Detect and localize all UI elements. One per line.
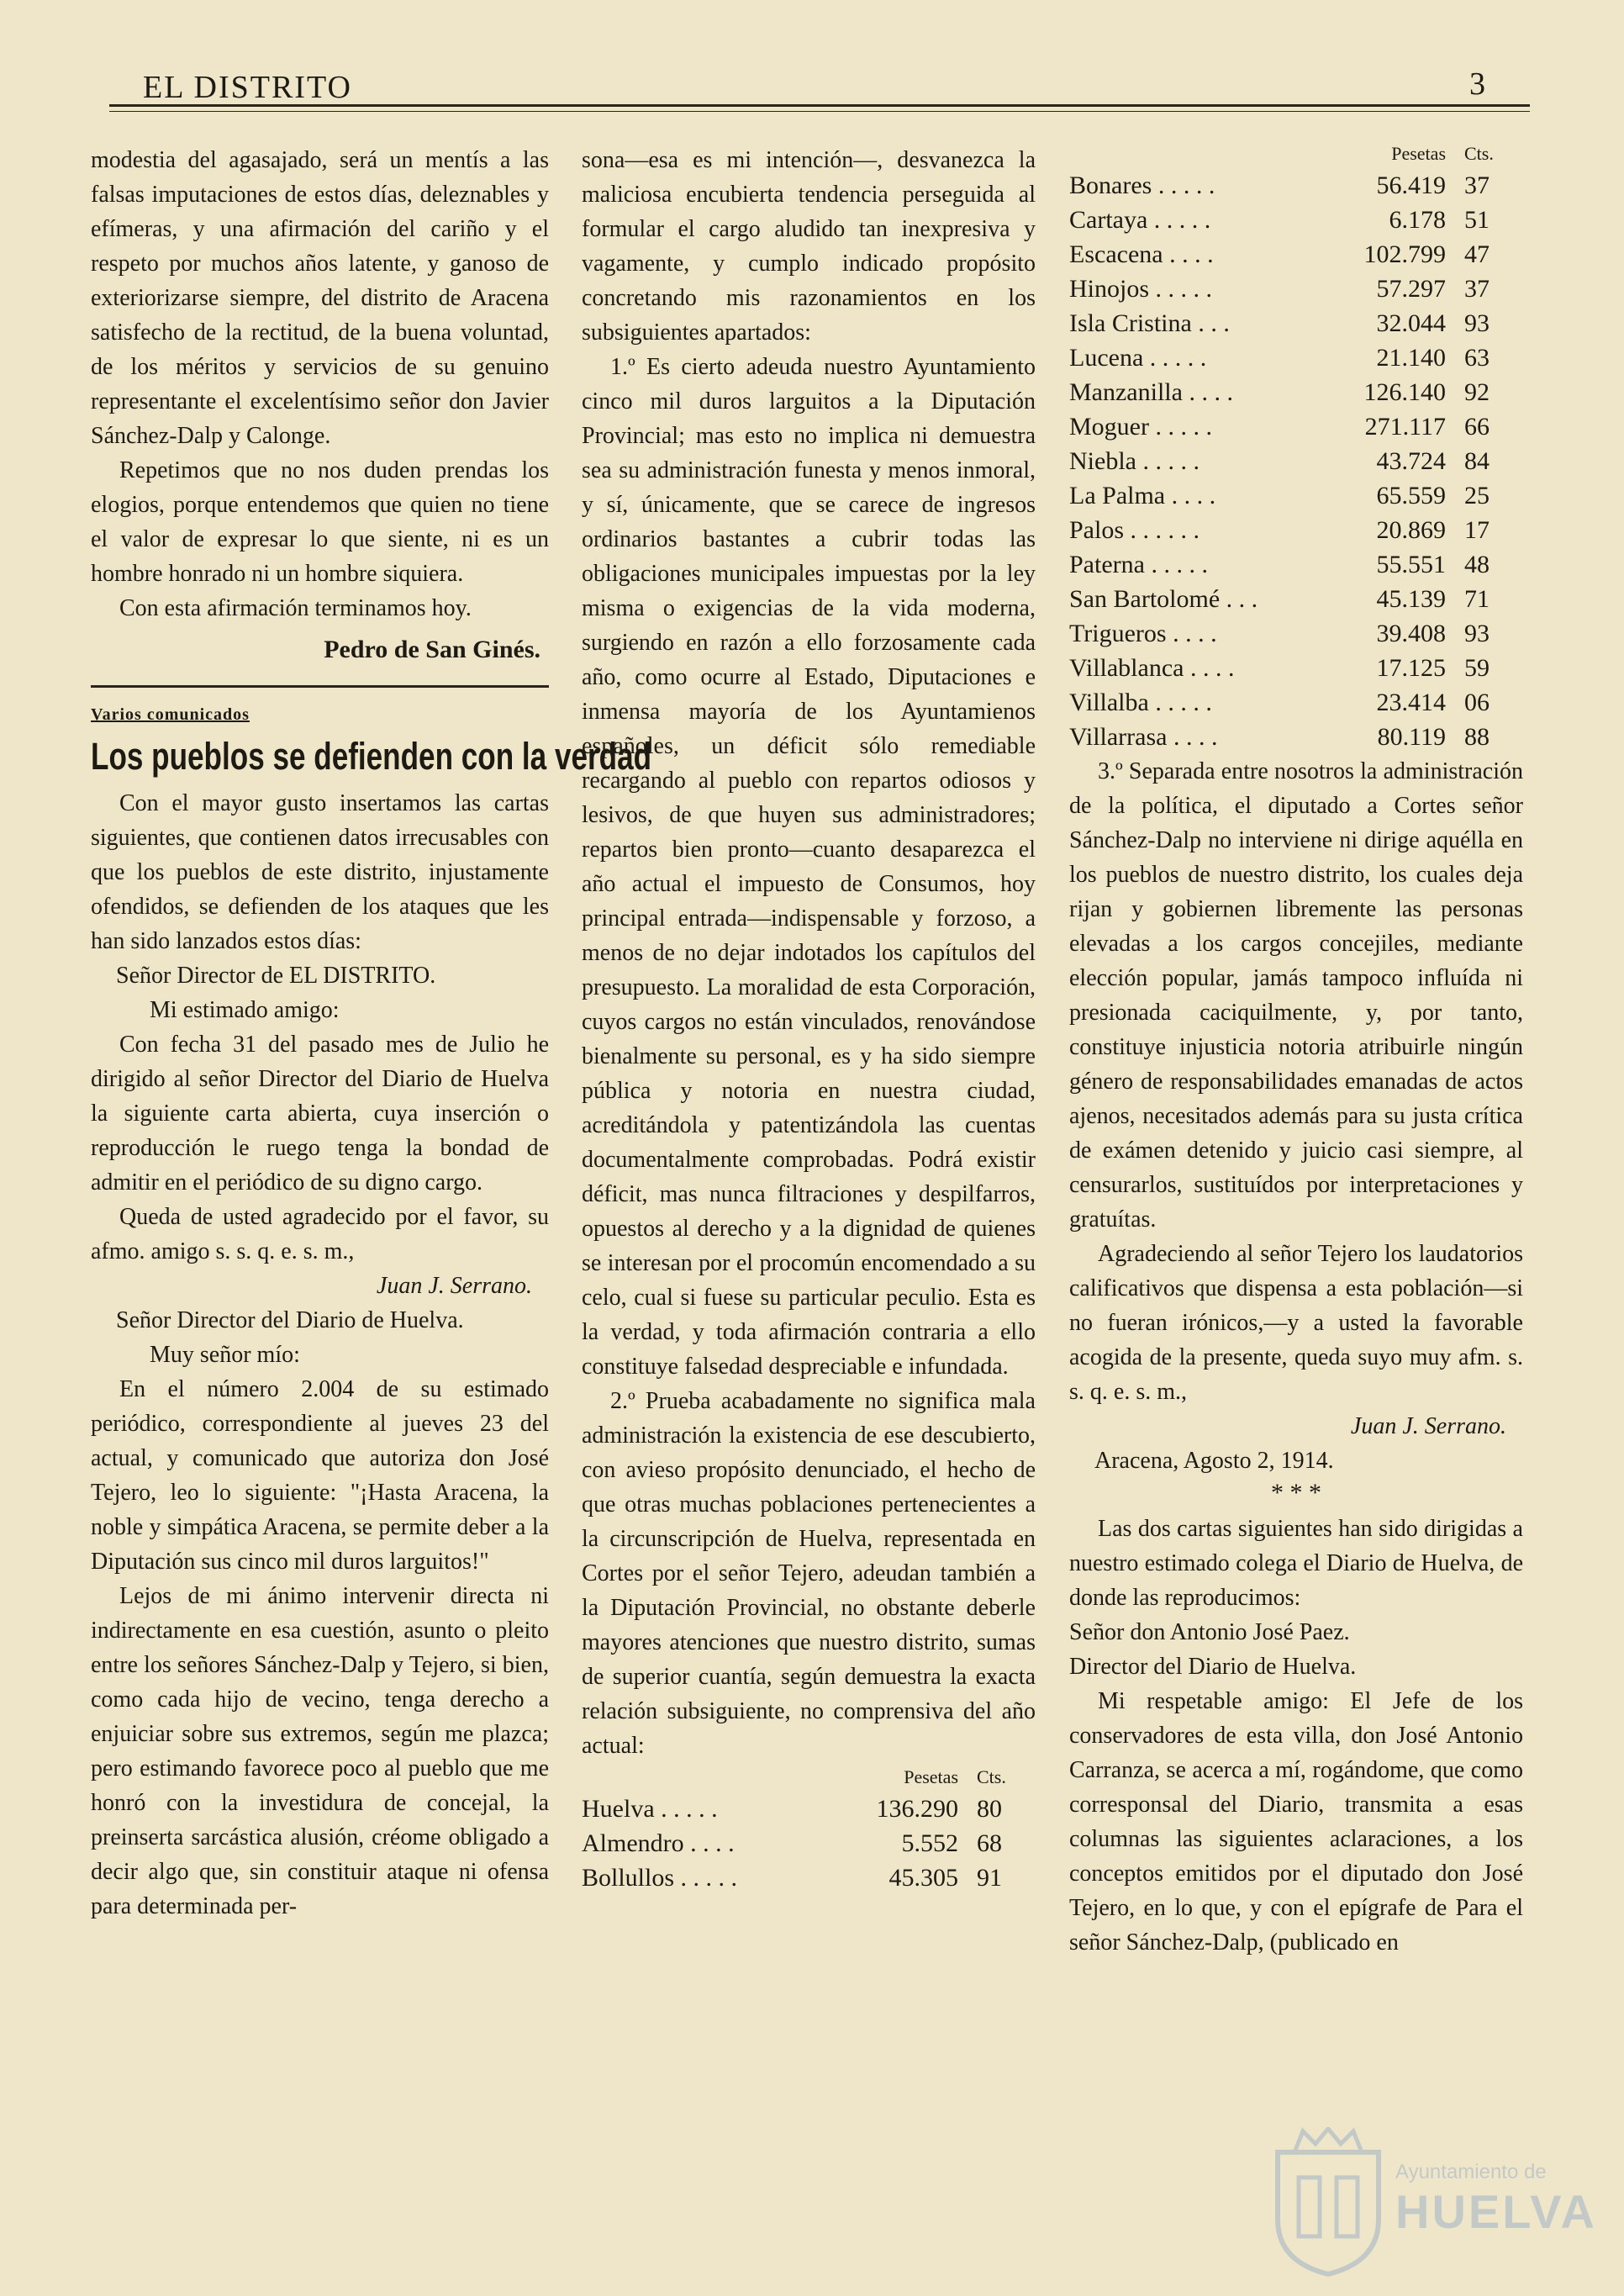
pesetas-value: 45.305 (888, 1864, 958, 1892)
cts-value: 37 (1464, 275, 1490, 303)
leader-dots: . . . (1226, 585, 1258, 613)
table-row (1069, 375, 1523, 409)
town-name: Villarrasa (1069, 723, 1168, 751)
paragraph: 1.º Es cierto adeuda nuestro Ayuntamiento cinco mil duros larguitos a la Diputación Provincial; mas esto no implica ni demuestra sea su administración funesta y menos inmoral, y sí, únicamente, que se carece de ingresos ordinarios bastantes a cubrir todas las obligaciones municipales impuestas por la ley misma o exigencias de la vida moderna, surgiendo en razón a ello forzosamente cada año, como ocurre al Estado, Diputaciones e inmensa mayoría de los Ayuntamienos españoles, un déficit sólo remediable recargando al pueblo con repartos odiosos y lesivos, de que huyen sus administradores; repartos bien pronto—cuanto desaparezca el año actual el impuesto de Consumos, hoy principal entrada—indispensable y forzoso, a menos de no dejar indotados los capítulos del presupuesto. La moralidad de esta Corporación, cuyos cargos no están vinculados, renovándose bienalmente su personal, es y ha sido siempre pública y notoria en nuestra ciudad, acreditándola y patentizándola las cuentas documentalmente comprobadas. Podrá existir déficit, mas nunca filtraciones y despilfarros, opuestos al derecho y a la dignidad de quienes se interesan por el procomún encomendado a su celo, cual si fuese su particular peculio. Esta es la verdad, y toda afirmación contraria a ello constituye falsedad despreciable e infundada. (582, 354, 1036, 1380)
table-row (1069, 203, 1523, 237)
section-divider (91, 685, 549, 688)
cts-value: 93 (1464, 620, 1490, 647)
cts-value: 91 (977, 1864, 1002, 1892)
column-3 (1069, 143, 1523, 1960)
table-row (1069, 685, 1523, 720)
town-name: Bollullos (582, 1864, 675, 1892)
cts-value: 92 (1464, 378, 1490, 406)
asterism: * * * (1271, 1479, 1321, 1507)
table-row (1069, 272, 1523, 306)
pesetas-value: 43.724 (1376, 447, 1446, 475)
town-name: Cartaya (1069, 206, 1148, 234)
table-row (582, 1792, 1036, 1826)
paragraph: sona—esa es mi intención—, desvanezca la maliciosa encubierta tendencia perseguida al formular el cargo aludido tan inexpresiva y vagamente, y cumplo indicado propósito concretando mis razonamientos en los subsiguientes apartados: (582, 147, 1036, 346)
town-name: Paterna (1069, 551, 1145, 578)
cts-value: 66 (1464, 413, 1490, 441)
pesetas-value: 136.290 (876, 1795, 958, 1823)
table-row (1069, 237, 1523, 272)
paragraph: Con el mayor gusto insertamos las cartas siguientes, que contienen datos irrecusables con que los pueblos de este distrito, injustamente ofendidos, se defienden de los ataques que les han sido lanzados estos días: (91, 790, 549, 954)
leader-dots: . . . . (690, 1829, 735, 1857)
salutation: Señor Director de EL DISTRITO. (116, 963, 436, 989)
cts-value: 06 (1464, 689, 1490, 716)
paragraph: Repetimos que no nos duden prendas los elogios, porque entendemos que quien no tiene el valor de expresar lo que siente, ni es un hombre honrado ni un hombre siquiera. (91, 457, 549, 587)
leader-dots: . . . . . (680, 1864, 738, 1892)
town-name: Hinojos (1069, 275, 1150, 303)
salutation: Señor Director del Diario de Huelva. (116, 1307, 464, 1333)
table-header-row (1069, 140, 1523, 168)
pesetas-value: 271.117 (1364, 413, 1446, 441)
watermark-city: HUELVA (1395, 2185, 1597, 2238)
pesetas-value: 126.140 (1363, 378, 1446, 406)
town-name: Isla Cristina (1069, 309, 1192, 337)
pesetas-value: 65.559 (1376, 482, 1446, 509)
pesetas-value: 5.552 (901, 1829, 958, 1857)
header-rule-thin (109, 111, 1530, 112)
paragraph: Con fecha 31 del pasado mes de Julio he dirigido al señor Director del Diario de Huelva la siguiente carta abierta, cuya inserción o reproducción le ruego tenga la bondad de admitir en el periódico de su digno cargo. (91, 1032, 549, 1196)
table-row (1069, 651, 1523, 685)
letter-signature: Juan J. Serrano. (376, 1273, 532, 1299)
paragraph: modestia del agasajado, será un mentís a las falsas imputaciones de estos días, deleznables y efímeras, y una afirmación del cariño y el respeto por muchos años latente, y ganoso de exteriorizarse siempre, del distrito de Aracena satisfecho de la rectitud, de la buena voluntad, de los méritos y servicios de su genuino representante el excelentísimo señor don Javier Sánchez-Dalp y Calonge. (91, 147, 549, 449)
leader-dots: . . . . . . (1130, 516, 1200, 544)
section-kicker: Varios comunicados (91, 705, 250, 724)
table-row (1069, 616, 1523, 651)
article-headline: Los pueblos se defienden con la verdad (91, 735, 652, 778)
leader-dots: . . . . (1189, 378, 1233, 406)
leader-dots: . . . . . (1149, 344, 1207, 372)
pesetas-value: 21.140 (1376, 344, 1446, 372)
leader-dots: . . . . . (661, 1795, 718, 1823)
author-signature: Pedro de San Ginés. (324, 636, 540, 663)
salutation: Muy señor mío: (150, 1342, 300, 1368)
leader-dots: . . . . (1173, 620, 1217, 647)
table-row (582, 1861, 1036, 1895)
cts-value: 84 (1464, 447, 1490, 475)
leader-dots: . . . . . (1155, 689, 1212, 716)
paragraph: 3.º Separada entre nosotros la administración de la política, el diputado a Cortes señor Sánchez-Dalp no interviene ni dirige aquélla en los pueblos de nuestro distrito, los cuales deja rijan y gobiernen libremente las personas elevadas a los cargos concejiles, mediante elección popular, jamás tampoco influída ni presionada caciquilmente, y, por tanto, constituye injusticia notoria atribuirle ningún género de responsabilidades emanadas de actos ajenos, necesitados además para su justa crítica de exámen detenido y juicio casi siempre, al censurarlos, sustituídos por interpretaciones y gratuítas. (1069, 758, 1523, 1232)
town-name: Manzanilla (1069, 378, 1183, 406)
town-name: Villalba (1069, 689, 1149, 716)
town-name: La Palma (1069, 482, 1166, 509)
cts-value: 37 (1464, 172, 1490, 199)
table-row (1069, 409, 1523, 444)
leader-dots: . . . . . (1157, 172, 1215, 199)
cts-header: Cts. (977, 1766, 1006, 1787)
cts-value: 71 (1464, 585, 1490, 613)
paragraph: 2.º Prueba acabadamente no significa mala administración la existencia de ese descubierto, con avieso propósito denunciado, el hecho de que otras muchas poblaciones pertenecientes a la circunscripción de Huelva, representada en Cortes por el señor Tejero, adeudan también a la Diputación Provincial, no obstante deberle mayores atenciones que nuestro distrito, sumas de superior cuantía, según demuestra la exacta relación subsiguiente, no comprensiva del año actual: (582, 1388, 1036, 1759)
table-row (1069, 513, 1523, 547)
cts-value: 80 (977, 1795, 1002, 1823)
paragraph: Queda de usted agradecido por el favor, su afmo. amigo s. s. q. e. s. m., (91, 1204, 549, 1264)
pesetas-value: 23.414 (1376, 689, 1446, 716)
table-row (582, 1826, 1036, 1861)
leader-dots: . . . . . (1151, 551, 1208, 578)
cts-value: 51 (1464, 206, 1490, 234)
cts-header: Cts. (1464, 143, 1494, 164)
paragraph: Con esta afirmación terminamos hoy. (119, 595, 472, 621)
cts-value: 17 (1464, 516, 1490, 544)
town-name: Lucena (1069, 344, 1144, 372)
paragraph: Las dos cartas siguientes han sido dirigidas a nuestro estimado colega el Diario de Huelva, de donde las reproducimos: (1069, 1516, 1523, 1611)
cts-value: 25 (1464, 482, 1490, 509)
cts-value: 59 (1464, 654, 1490, 682)
column-2 (582, 143, 1036, 1895)
town-name: Trigueros (1069, 620, 1167, 647)
leader-dots: . . . . . (1155, 413, 1212, 441)
paragraph: Agradeciendo al señor Tejero los laudatorios calificativos que dispensa a esta población—si no fueran irónicos,—y a usted la favorable acogida de la presente, queda suyo muy afm. s. s. q. e. s. m., (1069, 1241, 1523, 1405)
pesetas-header: Pesetas (1391, 143, 1446, 164)
masthead-title: EL DISTRITO (143, 70, 352, 105)
table-row (1069, 168, 1523, 203)
cts-value: 93 (1464, 309, 1490, 337)
letter-signature: Juan J. Serrano. (1350, 1413, 1506, 1439)
leader-dots: . . . . . (1153, 206, 1211, 234)
debt-table (582, 1763, 1036, 1895)
dateline: Aracena, Agosto 2, 1914. (1094, 1448, 1334, 1474)
archive-watermark (1269, 2127, 1597, 2278)
pesetas-header: Pesetas (904, 1766, 958, 1787)
salutation: Mi estimado amigo: (150, 997, 340, 1023)
town-name: Huelva (582, 1795, 655, 1823)
leader-dots: . . . . (1171, 482, 1216, 509)
paragraph: En el número 2.004 de su estimado periódico, correspondiente al jueves 23 del actual, y comunicado que autoriza don José Tejero, leo lo siguiente: "¡Hasta Aracena, la noble y simpática Aracena, se permite deber a la Diputación sus cinco mil duros larguitos!" (91, 1376, 549, 1575)
pesetas-value: 20.869 (1376, 516, 1446, 544)
page-number: 3 (1469, 66, 1485, 102)
leader-dots: . . . . (1169, 240, 1214, 268)
town-name: Palos (1069, 516, 1125, 544)
leader-dots: . . . . (1173, 723, 1218, 751)
pesetas-value: 32.044 (1376, 309, 1446, 337)
pesetas-value: 45.139 (1376, 585, 1446, 613)
leader-dots: . . . . . (1155, 275, 1213, 303)
table-row (1069, 582, 1523, 616)
pesetas-value: 55.551 (1376, 551, 1446, 578)
pesetas-value: 17.125 (1376, 654, 1446, 682)
town-name: Villablanca (1069, 654, 1184, 682)
table-row (1069, 306, 1523, 340)
cts-value: 63 (1464, 344, 1490, 372)
table-row (1069, 478, 1523, 513)
pesetas-value: 80.119 (1377, 723, 1446, 751)
header-rule (109, 104, 1530, 107)
shield-icon (1269, 2127, 1387, 2278)
town-name: Moguer (1069, 413, 1149, 441)
paragraph: Lejos de mi ánimo intervenir directa ni indirectamente en esa cuestión, asunto o pleito entre los señores Sánchez-Dalp y Tejero, si bien, como cada hijo de vecino, tenga derecho a enjuiciar sobre sus extremos, según me plazca; pero estimando favorece poco al pueblo que me honró con la investidura de concejal, la preinserta sarcástica alusión, créome obligado a decir algo que, sin constituir ataque ni ofensa para determinada per- (91, 1583, 549, 1919)
table-row (1069, 340, 1523, 375)
table-header-row (582, 1763, 1036, 1792)
pesetas-value: 6.178 (1389, 206, 1446, 234)
cts-value: 47 (1464, 240, 1490, 268)
table-row (1069, 720, 1523, 754)
town-name: Niebla (1069, 447, 1136, 475)
leader-dots: . . . . (1189, 654, 1235, 682)
pesetas-value: 57.297 (1376, 275, 1446, 303)
leader-dots: . . . . . (1142, 447, 1200, 475)
paragraph: Mi respetable amigo: El Jefe de los conservadores de esta villa, don José Antonio Carranza, se acerca a mí, rogándome, que como corresponsal del Diario, transmita a esas columnas las siguientes aclaraciones, a los conceptos emitidos por el diputado don José Tejero, en lo que, y con el epígrafe de Para el señor Sánchez-Dalp, (publicado en (1069, 1688, 1523, 1956)
town-name: San Bartolomé (1069, 585, 1221, 613)
salutation: Director del Diario de Huelva. (1069, 1654, 1357, 1680)
leader-dots: . . . (1198, 309, 1230, 337)
pesetas-value: 39.408 (1376, 620, 1446, 647)
cts-value: 88 (1464, 723, 1490, 751)
town-name: Bonares (1069, 172, 1152, 199)
pesetas-value: 56.419 (1376, 172, 1446, 199)
table-row (1069, 547, 1523, 582)
cts-value: 48 (1464, 551, 1490, 578)
cts-value: 68 (977, 1829, 1002, 1857)
watermark-caption: Ayuntamiento de (1395, 2161, 1547, 2183)
table-row (1069, 444, 1523, 478)
town-name: Escacena (1069, 240, 1163, 268)
salutation: Señor don Antonio José Paez. (1069, 1619, 1350, 1645)
town-name: Almendro (582, 1829, 684, 1857)
debt-table-continued (1069, 140, 1523, 754)
pesetas-value: 102.799 (1363, 240, 1446, 268)
